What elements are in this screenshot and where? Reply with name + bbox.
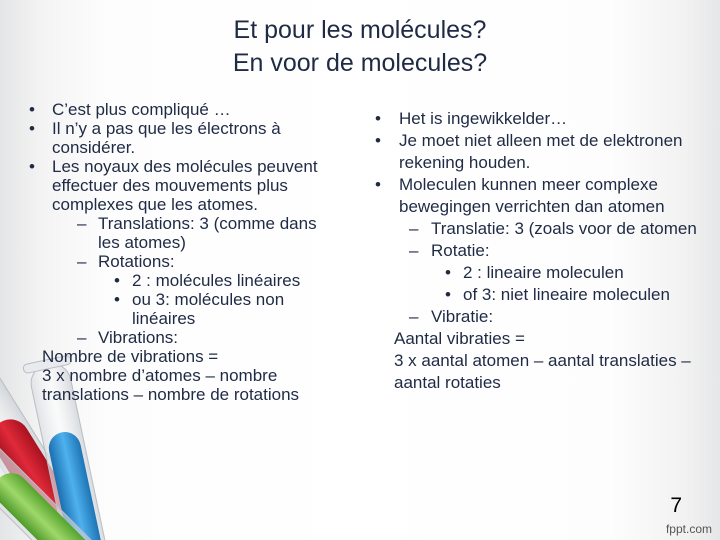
list-item: [22, 271, 342, 290]
bullet-marker: •: [375, 175, 381, 194]
list-item-text: Vibrations:: [98, 328, 179, 347]
bullet-marker: •: [375, 109, 381, 128]
bullet-marker: •: [29, 119, 35, 138]
list-item: [365, 174, 710, 218]
formula-label: Aantal vibraties =: [394, 329, 525, 348]
list-item-text: 2 : lineaire moleculen: [463, 263, 624, 282]
list-item-text: Het is ingewikkelder…: [399, 109, 568, 128]
bullet-marker: •: [375, 131, 381, 150]
list-item: [365, 108, 710, 130]
list-item-text: C’est plus compliqué …: [52, 100, 231, 119]
dash-marker: –: [77, 328, 87, 347]
page-number: 7: [670, 494, 682, 517]
bullet-marker: •: [114, 290, 120, 309]
list-item: [22, 157, 342, 214]
list-item-text: 2 : molécules linéaires: [132, 271, 301, 290]
list-item: [22, 290, 342, 328]
list-item-text: Translations: 3 (comme dans les atomes): [98, 214, 317, 252]
bullet-marker: •: [114, 271, 120, 290]
slide-title: [120, 14, 600, 80]
list-item-text: Translatie: 3 (zoals voor de atomen: [431, 219, 697, 238]
list-item: [365, 284, 710, 306]
bullet-marker: •: [29, 100, 35, 119]
list-item: [365, 240, 710, 262]
list-item-text: Rotations:: [98, 252, 175, 271]
list-item: [22, 252, 342, 271]
list-item: [22, 100, 342, 119]
dutch-column: [365, 108, 710, 394]
dash-marker: –: [409, 219, 419, 238]
formula-text: 3 x aantal atomen – aantal translaties – aantal rotaties: [394, 351, 691, 392]
dash-marker: –: [409, 307, 419, 326]
bullet-marker: •: [445, 285, 451, 304]
list-item: [22, 119, 342, 157]
list-item-text: Je moet niet alleen met de elektronen rekening houden.: [399, 131, 683, 172]
list-item: [365, 306, 710, 328]
dash-marker: –: [77, 252, 87, 271]
list-item: [22, 328, 342, 347]
formula-text: 3 x nombre d’atomes – nombre translations – nombre de rotations: [42, 366, 300, 404]
bullet-marker: •: [29, 157, 35, 176]
title-line-dutch: En voor de molecules?: [232, 49, 488, 77]
watermark: fppt.com: [665, 522, 712, 536]
dash-marker: –: [409, 241, 419, 260]
list-item-text: Les noyaux des molécules peuvent effectuer des mouvements plus complexes que les atomes.: [52, 157, 318, 214]
list-item-text: ou 3: molécules non linéaires: [132, 290, 285, 328]
list-item: [365, 262, 710, 284]
bullet-marker: •: [445, 263, 451, 282]
title-line-french: Et pour les molécules?: [233, 16, 487, 44]
list-item-text: Il n’y a pas que les électrons à considérer.: [52, 119, 281, 157]
list-item-text: Vibratie:: [431, 307, 494, 326]
french-column: [22, 100, 342, 404]
dash-marker: –: [77, 214, 87, 233]
list-item-text: Rotatie:: [431, 241, 490, 260]
list-item: [22, 214, 342, 252]
list-item-text: Moleculen kunnen meer complexe bewegingen verrichten dan atomen: [399, 175, 665, 216]
list-item-text: of 3: niet lineaire moleculen: [463, 285, 670, 304]
formula-label: Nombre de vibrations =: [42, 347, 219, 366]
list-item: [365, 130, 710, 174]
list-item: [365, 218, 710, 240]
